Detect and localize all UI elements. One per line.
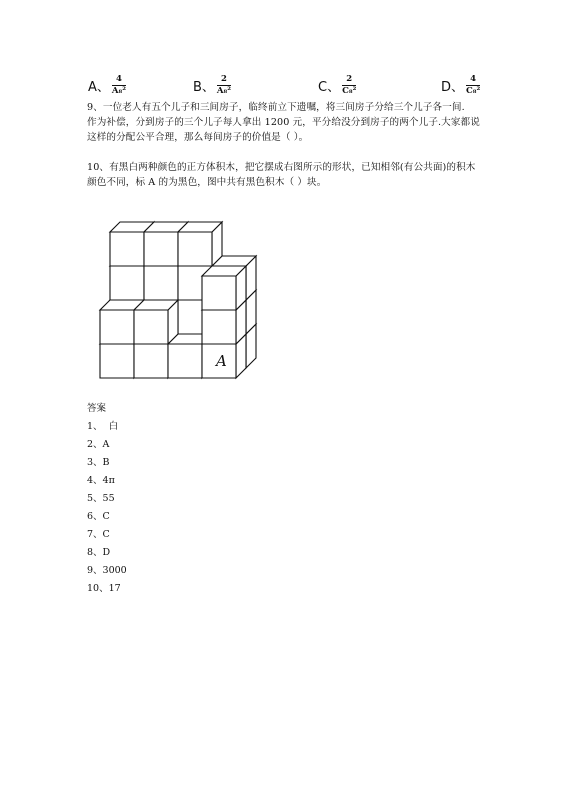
option-c-denominator: C₈² xyxy=(342,85,357,96)
option-d xyxy=(441,68,480,102)
option-c-numerator: 2 xyxy=(346,74,353,84)
option-b-numerator: 2 xyxy=(220,74,227,84)
cube-front-face xyxy=(178,232,212,266)
cube-front-face xyxy=(168,344,202,378)
answer-item: 7、C xyxy=(87,529,110,540)
cube-label-a: A xyxy=(216,352,227,370)
answer-item: 3、B xyxy=(87,457,110,468)
q10-line-2: 颜色不同，标 A 的为黑色，图中共有黑色积木（ ）块。 xyxy=(87,177,327,188)
answer-item: 1、 白 xyxy=(87,421,119,432)
cube-front-face xyxy=(202,276,236,310)
cube-front-face xyxy=(110,266,144,300)
option-c xyxy=(318,68,356,102)
cube-front-face xyxy=(100,344,134,378)
option-b xyxy=(193,68,231,102)
cube-front-face xyxy=(144,266,178,300)
option-b-denominator: A₈² xyxy=(216,85,231,96)
option-b-label: B、 xyxy=(193,79,215,95)
answer-item: 8、D xyxy=(87,547,111,558)
option-a-fraction xyxy=(112,75,126,95)
option-d-denominator: C₈² xyxy=(466,85,481,96)
option-d-label: D、 xyxy=(441,79,465,95)
q9-line-2: 作为补偿，分到房子的三个儿子每人拿出 1200 元，平分给没分到房子的两个儿子.大家都说 xyxy=(87,117,480,128)
cube-front-face xyxy=(144,232,178,266)
option-c-fraction xyxy=(342,75,356,95)
option-b-fraction xyxy=(217,75,231,95)
cube-front-face xyxy=(202,310,236,344)
cube-front-face xyxy=(134,310,168,344)
cube-stack xyxy=(100,222,256,378)
option-a-denominator: A₈² xyxy=(111,85,126,96)
cube-front-face xyxy=(110,232,144,266)
answer-item: 6、C xyxy=(87,511,110,522)
option-a-label: A、 xyxy=(88,79,110,95)
answer-item: 10、17 xyxy=(87,583,121,594)
cube-figure xyxy=(95,198,275,383)
answers-title: 答案 xyxy=(87,403,107,414)
q10-line-1: 10、有黑白两种颜色的正方体积木，把它摆成右图所示的形状，已知相邻(有公共面)的积木 xyxy=(87,162,476,173)
option-d-fraction xyxy=(466,75,480,95)
answer-item: 2、A xyxy=(87,439,110,450)
cube-front-face xyxy=(100,310,134,344)
q9-line-3: 这样的分配公平合理，那么每间房子的价值是（ ）。 xyxy=(87,132,309,143)
option-a xyxy=(88,68,126,102)
cube-front-face xyxy=(134,344,168,378)
answer-item: 4、4π xyxy=(87,475,115,486)
option-d-numerator: 4 xyxy=(470,74,477,84)
option-a-numerator: 4 xyxy=(115,74,122,84)
option-c-label: C、 xyxy=(318,79,341,95)
answer-item: 5、55 xyxy=(87,493,115,504)
answer-item: 9、3000 xyxy=(87,565,127,576)
q9-line-1: 9、一位老人有五个儿子和三间房子，临终前立下遗嘱，将三间房子分给三个儿子各一间. xyxy=(87,102,465,113)
